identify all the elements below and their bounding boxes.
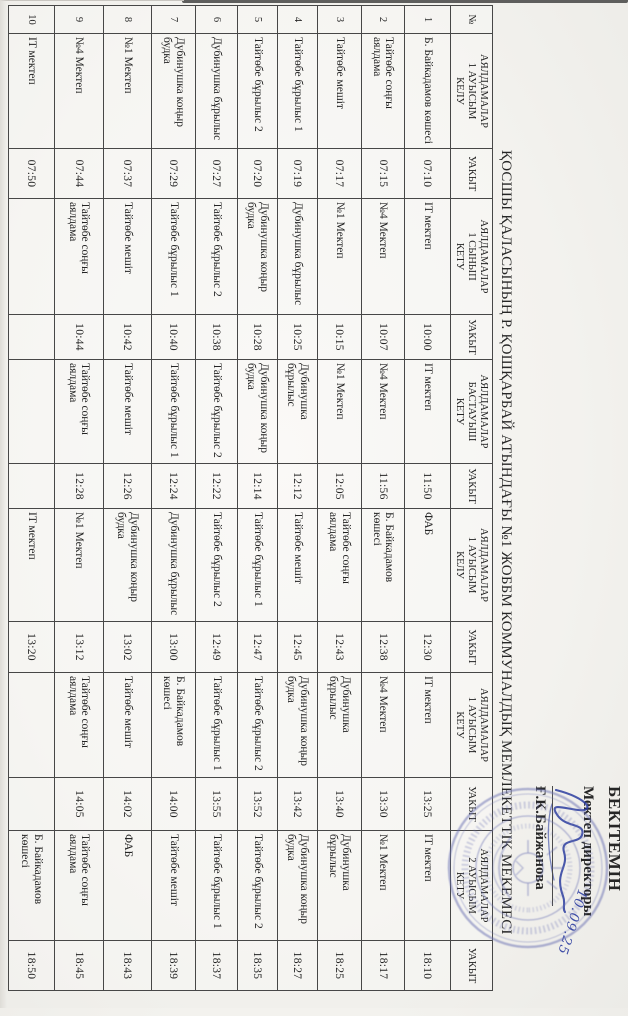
time-cell: 11:50 — [405, 464, 451, 509]
stop-name-cell: IT мектеп — [405, 673, 451, 778]
stop-name-cell: Тайтөбе бұрылыс 2 — [238, 673, 278, 778]
stop-name-cell: Дубинушка бұрылыс — [318, 673, 362, 778]
time-cell: 13:02 — [104, 622, 152, 673]
time-cell: 07:19 — [278, 149, 318, 199]
stop-name-cell: Дубинушка коңыр будка — [152, 34, 196, 149]
stop-name-cell: №1 Мектеп — [318, 199, 362, 315]
stop-name-cell: Дубинушка бұрылыс — [278, 199, 318, 315]
time-cell: 12:38 — [362, 622, 405, 673]
header-cell: АЯЛДАМАЛАР БАСТАУЫШ КЕТУ — [451, 360, 493, 464]
time-cell: 18:35 — [238, 941, 278, 991]
stop-name-cell: Дубинушка бұрылыс — [196, 34, 238, 149]
header-cell: АЯЛДАМАЛАР 1 АУЫСЫМ КЕЛУ — [451, 34, 493, 149]
time-cell: 07:29 — [152, 149, 196, 199]
header-cell: УАКЫТ — [451, 464, 493, 509]
stop-name-cell: ФАБ — [405, 509, 451, 622]
time-cell: 13:42 — [278, 778, 318, 831]
stop-name-cell: №4 Мектеп — [362, 673, 405, 778]
stop-name-cell: IT мектеп — [405, 831, 451, 941]
time-cell: 12:24 — [152, 464, 196, 509]
stop-name-cell: Тайтөбе соңғы аялдама — [362, 34, 405, 149]
time-cell: 07:10 — [405, 149, 451, 199]
time-cell — [9, 315, 55, 360]
time-cell: 07:20 — [238, 149, 278, 199]
stop-name-cell: Дубинушка коңыр будка — [238, 199, 278, 315]
stop-name-cell: Тайтөбе бұрылыс 1 — [238, 509, 278, 622]
stop-name-cell: Тайтөбе бұрылыс 2 — [238, 34, 278, 149]
time-cell: 18:50 — [9, 941, 55, 991]
stop-name-cell: IT мектеп — [405, 360, 451, 464]
table-row — [9, 6, 55, 991]
stop-name-cell: Б. Байкадамов көшесі — [9, 831, 55, 941]
table-row — [362, 6, 405, 991]
time-cell: 07:50 — [9, 149, 55, 199]
stop-name-cell: Тайтөбе бұрылыс 1 — [152, 199, 196, 315]
stop-name-cell: №4 Мектеп — [55, 34, 104, 149]
official-stamp-icon — [445, 785, 611, 951]
stop-name-cell: №4 Мектеп — [362, 199, 405, 315]
approval-role: Мектеп директоры — [580, 786, 596, 917]
stop-name-cell: Тайтөбе мешіт — [152, 831, 196, 941]
header-cell: УАКЫТ — [451, 622, 493, 673]
time-cell: 18:10 — [405, 941, 451, 991]
time-cell: 12:30 — [405, 622, 451, 673]
stop-name-cell: Тайтөбе соңғы аялдама — [55, 360, 104, 464]
handwritten-date: 10.09.25 — [553, 887, 591, 957]
stop-name-cell: №1 Мектеп — [318, 360, 362, 464]
stop-name-cell: Тайтөбе бұрылыс 2 — [196, 199, 238, 315]
time-cell: 12:49 — [196, 622, 238, 673]
time-cell: 12:28 — [55, 464, 104, 509]
stop-name-cell: Дубинушка бұрылыс — [152, 509, 196, 622]
time-cell: 10:15 — [318, 315, 362, 360]
row-number-cell: 10 — [9, 6, 55, 34]
time-cell: 14:05 — [55, 778, 104, 831]
stop-name-cell: Тайтөбе бұрылыс 1 — [196, 673, 238, 778]
document-title: ҚОСШЫ ҚАЛАСЫНЫҢ Р. ҚОШҚАРБАЙ АТЫНДАҒЫ №1 ЖОББМ КОММУНАЛДЫҚ МЕМЛЕКЕТТІК МЕКЕМЕСІ — [498, 150, 514, 935]
stop-name-cell: Б. Байкадамов көшесі — [152, 673, 196, 778]
stop-name-cell: Тайтөбе бұрылыс 2 — [196, 509, 238, 622]
stop-name-cell: №1 Мектеп — [104, 34, 152, 149]
stop-name-cell: ФАБ — [104, 831, 152, 941]
stop-name-cell: Тайтөбе соңғы аялдама — [55, 199, 104, 315]
stop-name-cell — [9, 199, 55, 315]
time-cell: 10:25 — [278, 315, 318, 360]
stop-name-cell: Тайтөбе мешіт — [104, 360, 152, 464]
header-cell: АЯЛДАМАЛАР 1 СЫНЫП КЕТУ — [451, 199, 493, 315]
row-number-cell: 1 — [405, 6, 451, 34]
row-number-cell: 7 — [152, 6, 196, 34]
stop-name-cell: Дубинушка коңыр будка — [238, 360, 278, 464]
time-cell: 10:38 — [196, 315, 238, 360]
time-cell: 13:20 — [9, 622, 55, 673]
header-cell: УАКЫТ — [451, 149, 493, 199]
stop-name-cell: Тайтөбе бұрылыс 1 — [196, 831, 238, 941]
time-cell: 18:39 — [152, 941, 196, 991]
time-cell — [9, 778, 55, 831]
time-cell: 13:55 — [196, 778, 238, 831]
time-cell: 18:25 — [318, 941, 362, 991]
stop-name-cell: Тайтөбе бұрылыс 1 — [278, 34, 318, 149]
time-cell: 18:43 — [104, 941, 152, 991]
row-number-cell: 3 — [318, 6, 362, 34]
stop-name-cell: Тайтөбе мешіт — [278, 509, 318, 622]
time-cell: 13:52 — [238, 778, 278, 831]
stop-name-cell: Дубинушка коңыр будка — [104, 509, 152, 622]
time-cell: 12:26 — [104, 464, 152, 509]
time-cell: 12:22 — [196, 464, 238, 509]
time-cell: 13:30 — [362, 778, 405, 831]
header-cell: АЯЛДАМАЛАР 2 АУЫСЫМ КЕТУ — [451, 831, 493, 941]
stop-name-cell — [9, 360, 55, 464]
time-cell: 14:00 — [152, 778, 196, 831]
table-row — [152, 6, 196, 991]
time-cell: 07:37 — [104, 149, 152, 199]
time-cell: 13:25 — [405, 778, 451, 831]
time-cell: 18:37 — [196, 941, 238, 991]
time-cell: 10:44 — [55, 315, 104, 360]
stop-name-cell: IT мектеп — [9, 34, 55, 149]
stop-name-cell: Б. Байкадамов көшесі — [362, 509, 405, 622]
time-cell: 18:27 — [278, 941, 318, 991]
stop-name-cell: Дубинушка коңыр будка — [278, 831, 318, 941]
time-cell: 13:40 — [318, 778, 362, 831]
time-cell: 10:28 — [238, 315, 278, 360]
time-cell — [9, 464, 55, 509]
stop-name-cell: IT мектеп — [9, 509, 55, 622]
time-cell: 13:00 — [152, 622, 196, 673]
header-cell: АЯЛДАМАЛАР 1 АУЫСЫМ КЕТУ — [451, 673, 493, 778]
row-number-cell: 5 — [238, 6, 278, 34]
time-cell: 12:43 — [318, 622, 362, 673]
stop-name-cell: Тайтөбе бұрылыс 2 — [238, 831, 278, 941]
header-cell: УАКЫТ — [451, 778, 493, 831]
time-cell: 13:12 — [55, 622, 104, 673]
stop-name-cell: Дубинушка бұрылыс — [278, 360, 318, 464]
stop-name-cell: Тайтөбе мешіт — [318, 34, 362, 149]
schedule-table — [8, 5, 493, 991]
time-cell: 07:17 — [318, 149, 362, 199]
stop-name-cell: Дубинушка бұрылыс — [318, 831, 362, 941]
time-cell: 10:00 — [405, 315, 451, 360]
stop-name-cell: Тайтөбе бұрылыс 1 — [152, 360, 196, 464]
time-cell: 18:17 — [362, 941, 405, 991]
row-number-cell: 4 — [278, 6, 318, 34]
time-cell: 07:15 — [362, 149, 405, 199]
header-cell: УАКЫТ — [451, 315, 493, 360]
stop-name-cell: Тайтөбе мешіт — [104, 673, 152, 778]
time-cell: 07:27 — [196, 149, 238, 199]
row-number-cell: 8 — [104, 6, 152, 34]
approval-heading: БЕКІТЕМІН — [605, 786, 624, 892]
table-row — [318, 6, 362, 991]
table-row — [55, 6, 104, 991]
table-row — [104, 6, 152, 991]
table-row — [196, 6, 238, 991]
time-cell: 10:07 — [362, 315, 405, 360]
stop-name-cell: Дубинушка коңыр будка — [278, 673, 318, 778]
time-cell: 12:47 — [238, 622, 278, 673]
row-number-cell: 9 — [55, 6, 104, 34]
stop-name-cell: IT мектеп — [405, 199, 451, 315]
row-number-cell: 2 — [362, 6, 405, 34]
time-cell: 12:05 — [318, 464, 362, 509]
stop-name-cell: Б. Байкадамов көшесі — [405, 34, 451, 149]
approval-name: Ғ.К.Байжанова — [532, 786, 548, 890]
time-cell: 12:12 — [278, 464, 318, 509]
stop-name-cell: №4 Мектеп — [362, 360, 405, 464]
table-row — [238, 6, 278, 991]
stop-name-cell: Тайтөбе бұрылыс 2 — [196, 360, 238, 464]
time-cell: 07:44 — [55, 149, 104, 199]
time-cell: 10:40 — [152, 315, 196, 360]
row-number-cell: 6 — [196, 6, 238, 34]
header-cell: УАКЫТ — [451, 941, 493, 991]
time-cell: 14:02 — [104, 778, 152, 831]
table-row — [278, 6, 318, 991]
header-cell: АЯЛДАМАЛАР 1 АУЫСЫМ КЕЛУ — [451, 509, 493, 622]
stop-name-cell — [9, 673, 55, 778]
header-cell: № — [451, 6, 493, 34]
time-cell: 18:45 — [55, 941, 104, 991]
table-row — [405, 6, 451, 991]
time-cell: 12:45 — [278, 622, 318, 673]
stop-name-cell: Тайтөбе соңғы аялдама — [55, 831, 104, 941]
stop-name-cell: Тайтөбе соңғы аялдама — [318, 509, 362, 622]
time-cell: 10:42 — [104, 315, 152, 360]
stop-name-cell: Тайтөбе мешіт — [104, 199, 152, 315]
stop-name-cell: №1 Мектеп — [362, 831, 405, 941]
time-cell: 12:14 — [238, 464, 278, 509]
stop-name-cell: №1 Мектеп — [55, 509, 104, 622]
time-cell: 11:56 — [362, 464, 405, 509]
stop-name-cell: Тайтөбе соңғы аялдама — [55, 673, 104, 778]
